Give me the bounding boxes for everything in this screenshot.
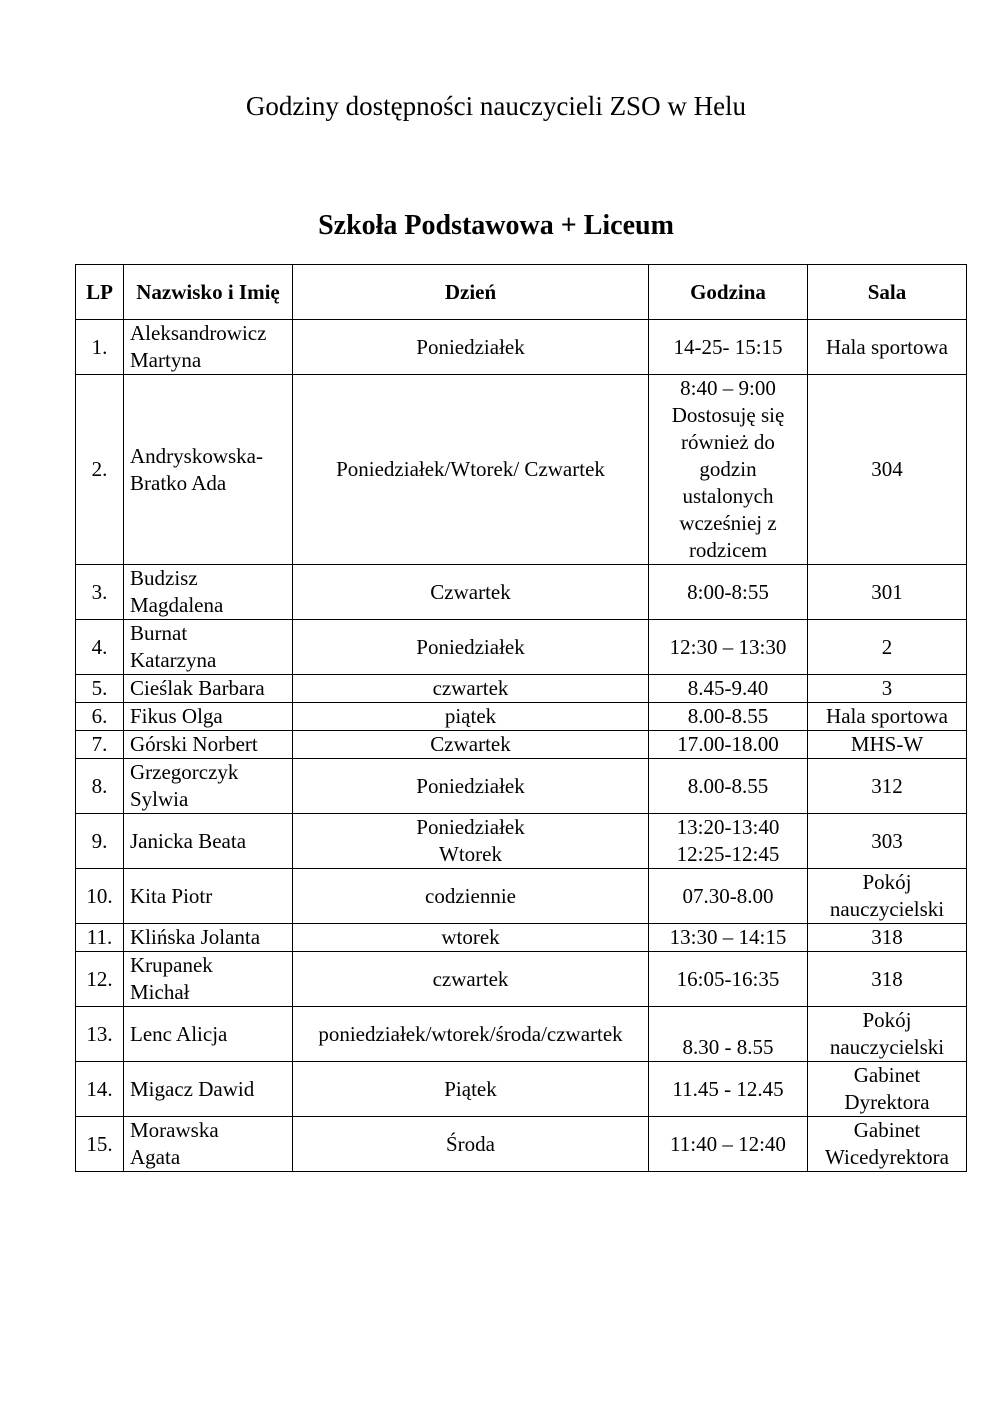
row-day-line: piątek xyxy=(444,704,497,728)
row-name-line: Lenc Alicja xyxy=(130,1021,228,1046)
row-name-line: Sylwia xyxy=(130,787,189,811)
row-day-line: Piątek xyxy=(444,1076,497,1101)
row-day xyxy=(293,675,649,703)
table-row xyxy=(76,620,967,675)
row-room-line: 304 xyxy=(871,457,903,481)
row-time xyxy=(649,924,808,952)
row-day-line: Poniedziałek xyxy=(416,634,525,659)
row-lp: 3. xyxy=(76,565,124,620)
row-lp: 5. xyxy=(76,675,124,703)
row-name-line: Bratko Ada xyxy=(130,470,227,495)
row-room-line: Pokój xyxy=(862,1008,912,1032)
row-day xyxy=(293,759,649,814)
table-row xyxy=(76,703,967,731)
row-room xyxy=(808,869,967,924)
table-header-row xyxy=(76,265,967,320)
row-time-line: 12:25-12:45 xyxy=(676,842,780,866)
row-day-line: czwartek xyxy=(432,966,509,991)
row-day-line: Czwartek xyxy=(430,732,511,756)
row-name xyxy=(124,620,293,675)
row-name xyxy=(124,869,293,924)
row-day-line: Poniedziałek/Wtorek/ Czwartek xyxy=(336,457,605,481)
row-time xyxy=(649,620,808,675)
row-day-line: Wtorek xyxy=(439,842,502,866)
row-name-line: Fikus Olga xyxy=(130,704,223,728)
row-name-line: Martyna xyxy=(130,348,202,372)
row-name-line: Górski Norbert xyxy=(130,732,258,756)
row-room xyxy=(808,1007,967,1062)
row-lp: 10. xyxy=(76,869,124,924)
section-title: Szkoła Podstawowa + Liceum xyxy=(318,210,674,241)
row-room-line: Gabinet xyxy=(853,1118,921,1142)
row-day xyxy=(293,869,649,924)
table-row xyxy=(76,952,967,1007)
row-room xyxy=(808,924,967,952)
row-time xyxy=(649,375,808,565)
row-room xyxy=(808,1117,967,1172)
row-name-line: Krupanek xyxy=(130,953,213,977)
row-time-line: 11:40 – 12:40 xyxy=(670,1131,786,1156)
row-room-line: Hala sportowa xyxy=(826,334,948,359)
row-room xyxy=(808,731,967,759)
header-lp: LP xyxy=(76,265,124,320)
row-time xyxy=(649,1117,808,1172)
row-day xyxy=(293,731,649,759)
row-time-line: 11.45 - 12.45 xyxy=(672,1076,784,1101)
row-room-line: Wicedyrektora xyxy=(825,1145,949,1169)
row-name xyxy=(124,703,293,731)
row-room xyxy=(808,675,967,703)
table-row xyxy=(76,1117,967,1172)
row-name xyxy=(124,1062,293,1117)
availability-table xyxy=(75,264,967,1172)
row-time-line: 14-25- 15:15 xyxy=(673,334,783,359)
row-name xyxy=(124,565,293,620)
row-day-line: Środa xyxy=(446,1131,495,1156)
row-room-line: MHS-W xyxy=(850,732,924,756)
row-day xyxy=(293,1007,649,1062)
row-day xyxy=(293,924,649,952)
row-name-line: Janicka Beata xyxy=(130,828,247,853)
row-room-line: Hala sportowa xyxy=(826,704,948,728)
row-time-line: 13:20-13:40 xyxy=(676,815,780,839)
row-name-line: Agata xyxy=(130,1145,181,1169)
row-room-line: nauczycielski xyxy=(829,1035,945,1059)
row-time xyxy=(649,675,808,703)
row-room xyxy=(808,759,967,814)
row-time-line: 07.30-8.00 xyxy=(682,883,774,908)
row-name xyxy=(124,731,293,759)
row-time xyxy=(649,814,808,869)
row-day xyxy=(293,565,649,620)
table-row xyxy=(76,731,967,759)
row-day-line: poniedziałek/wtorek/środa/czwartek xyxy=(318,1021,623,1046)
row-room-line: 3 xyxy=(881,676,893,700)
row-day-line: Poniedziałek xyxy=(416,334,525,359)
row-name-line: Grzegorczyk xyxy=(130,760,239,784)
row-room-line: 318 xyxy=(871,925,903,949)
header-day: Dzień xyxy=(293,265,649,320)
row-name xyxy=(124,924,293,952)
row-room xyxy=(808,814,967,869)
row-time-line: 8:00-8:55 xyxy=(687,579,769,604)
row-time xyxy=(649,759,808,814)
row-time xyxy=(649,731,808,759)
row-time xyxy=(649,565,808,620)
row-day-line: wtorek xyxy=(441,925,500,949)
row-room-line: 312 xyxy=(871,773,903,798)
row-day-line: Poniedziałek xyxy=(416,773,525,798)
row-room xyxy=(808,565,967,620)
row-room xyxy=(808,1062,967,1117)
row-room xyxy=(808,620,967,675)
row-day xyxy=(293,620,649,675)
row-time-line: 12:30 – 13:30 xyxy=(669,634,787,659)
table-row xyxy=(76,320,967,375)
row-name-line: Burnat xyxy=(130,621,188,645)
row-time xyxy=(649,952,808,1007)
row-time-line: Dostosuję się xyxy=(671,403,785,427)
row-name-line: Klińska Jolanta xyxy=(130,925,261,949)
row-lp: 6. xyxy=(76,703,124,731)
row-name-line: Cieślak Barbara xyxy=(130,676,265,700)
row-name-line: Andryskowska- xyxy=(130,443,263,468)
row-room xyxy=(808,703,967,731)
row-time-line: godzin xyxy=(699,457,757,481)
row-name-line: Kita Piotr xyxy=(130,883,213,908)
row-day-line: czwartek xyxy=(432,676,509,700)
row-time-line: rodzicem xyxy=(688,538,768,562)
row-name-line: Katarzyna xyxy=(130,648,217,672)
row-time-line: 8.00-8.55 xyxy=(687,773,769,798)
table-body xyxy=(76,320,967,1172)
row-room xyxy=(808,375,967,565)
row-name xyxy=(124,952,293,1007)
row-time-line: 13:30 – 14:15 xyxy=(669,925,787,949)
row-room-line: 318 xyxy=(871,966,903,991)
row-time-line: 17.00-18.00 xyxy=(677,732,779,756)
row-day xyxy=(293,1062,649,1117)
row-name-line: Michał xyxy=(130,980,190,1004)
table-row xyxy=(76,675,967,703)
row-room-line: nauczycielski xyxy=(829,897,945,921)
row-day-line: Czwartek xyxy=(430,579,511,604)
table-row xyxy=(76,759,967,814)
row-room-line: 2 xyxy=(881,634,893,659)
table-row xyxy=(76,814,967,869)
row-day xyxy=(293,703,649,731)
row-room-line: Dyrektora xyxy=(844,1090,930,1114)
row-day xyxy=(293,375,649,565)
row-name xyxy=(124,675,293,703)
row-time-line: również do xyxy=(681,430,775,454)
table-row xyxy=(76,1007,967,1062)
row-lp: 14. xyxy=(76,1062,124,1117)
row-lp: 7. xyxy=(76,731,124,759)
row-room-line: 301 xyxy=(871,579,903,604)
row-lp: 8. xyxy=(76,759,124,814)
row-room-line: Pokój xyxy=(862,870,912,894)
row-lp: 4. xyxy=(76,620,124,675)
table-row xyxy=(76,375,967,565)
row-time-line: 8.30 - 8.55 xyxy=(682,1035,774,1059)
row-room-line: 303 xyxy=(871,828,903,853)
table-row xyxy=(76,1062,967,1117)
row-time-line: 8.45-9.40 xyxy=(687,676,769,700)
row-name-line: Budzisz xyxy=(130,566,198,590)
row-name xyxy=(124,1117,293,1172)
row-day xyxy=(293,1117,649,1172)
row-time-line: ustalonych xyxy=(682,484,774,508)
document-title: Godziny dostępności nauczycieli ZSO w Helu xyxy=(245,91,747,121)
table-row xyxy=(76,565,967,620)
row-name-line: Migacz Dawid xyxy=(130,1076,255,1101)
row-name-line: Morawska xyxy=(130,1118,219,1142)
header-room: Sala xyxy=(808,265,967,320)
row-lp: 15. xyxy=(76,1117,124,1172)
row-lp: 9. xyxy=(76,814,124,869)
table-row xyxy=(76,924,967,952)
row-name xyxy=(124,320,293,375)
row-lp: 2. xyxy=(76,375,124,565)
row-room xyxy=(808,952,967,1007)
row-time xyxy=(649,1007,808,1062)
row-day-line: Poniedziałek xyxy=(416,815,525,839)
row-lp: 12. xyxy=(76,952,124,1007)
row-time xyxy=(649,1062,808,1117)
header-time: Godzina xyxy=(649,265,808,320)
table-row xyxy=(76,869,967,924)
row-name xyxy=(124,759,293,814)
row-day-line: codziennie xyxy=(425,883,516,908)
row-room-line: Gabinet xyxy=(853,1063,921,1087)
row-time-line: 16:05-16:35 xyxy=(676,966,780,991)
row-time-line: 8:40 – 9:00 xyxy=(680,376,776,400)
row-room xyxy=(808,320,967,375)
row-name-line: Aleksandrowicz xyxy=(130,321,267,345)
row-day xyxy=(293,320,649,375)
row-time-line: 8.00-8.55 xyxy=(687,704,769,728)
row-day xyxy=(293,814,649,869)
row-name-line: Magdalena xyxy=(130,593,224,617)
header-name: Nazwisko i Imię xyxy=(124,265,293,320)
row-time xyxy=(649,320,808,375)
row-name xyxy=(124,375,293,565)
row-lp: 1. xyxy=(76,320,124,375)
row-lp: 13. xyxy=(76,1007,124,1062)
row-day xyxy=(293,952,649,1007)
row-time xyxy=(649,869,808,924)
row-time-line: wcześniej z xyxy=(679,511,777,535)
row-time xyxy=(649,703,808,731)
row-name xyxy=(124,1007,293,1062)
row-lp: 11. xyxy=(76,924,124,952)
row-name xyxy=(124,814,293,869)
